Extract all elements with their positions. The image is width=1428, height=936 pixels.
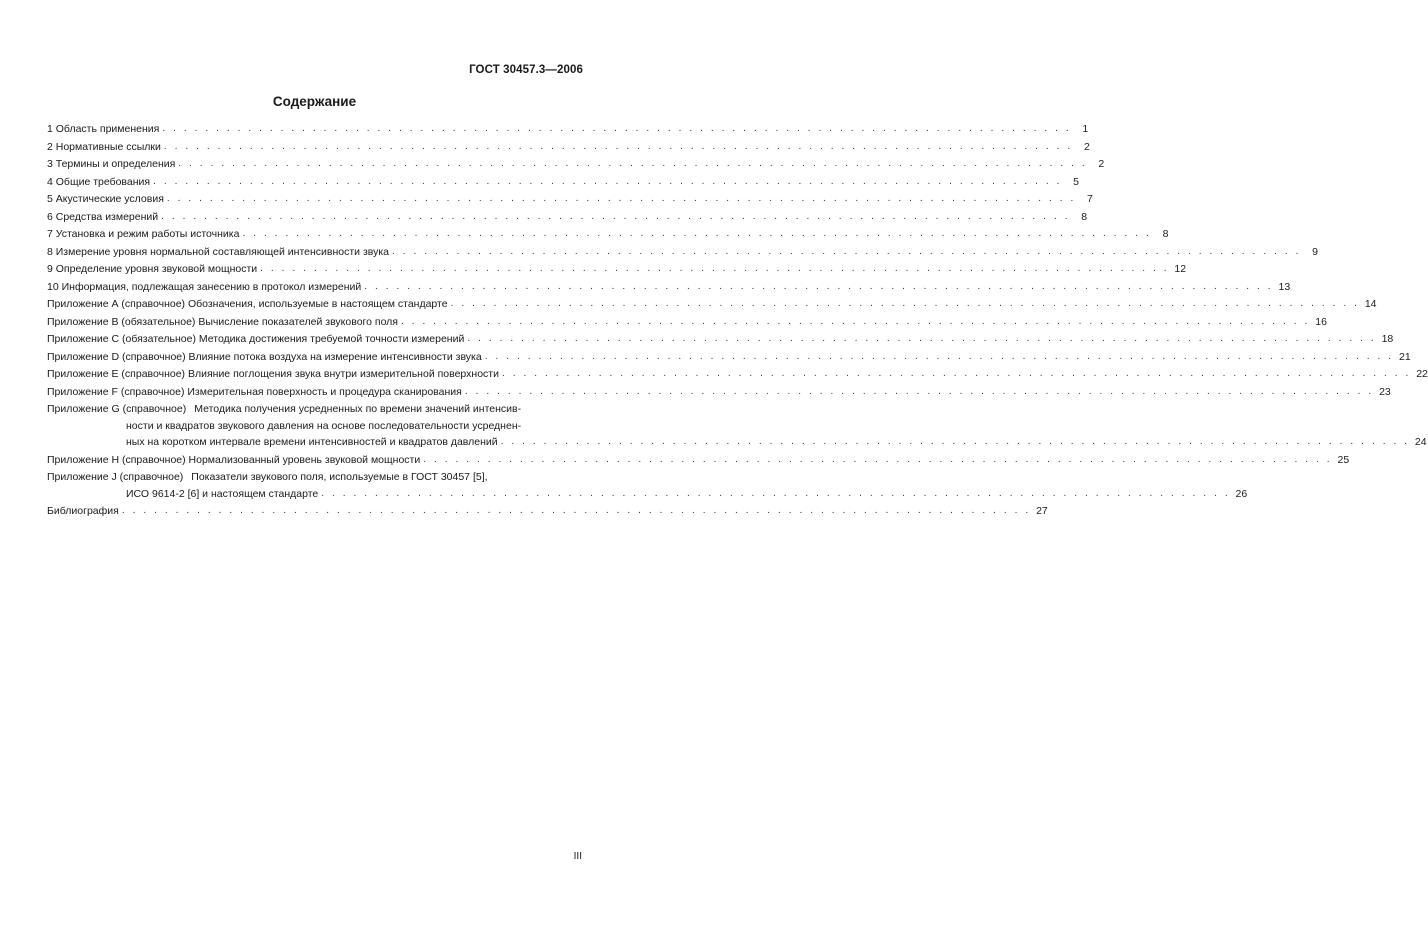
toc-entry[interactable] [47, 349, 1411, 366]
toc-entry-text: 3 Термины и определения [47, 158, 176, 170]
toc-entry-line: Показатели звукового поля, используемые в ГОСТ 30457 [5], [191, 471, 488, 483]
toc-page-number: 25 [1337, 453, 1350, 466]
toc-entry[interactable] [47, 366, 1428, 383]
leader-dots: . . . . . . . . . . . . . . . . . . . . . . . . . . . . . . . . . . . . . . . . . . . . . . . . . . . . . . . . . . . . . . . . . . . . . . . . . . . . . . . . . . . . . [501, 368, 1411, 379]
leader-dots: . . . . . . . . . . . . . . . . . . . . . . . . . . . . . . . . . . . . . . . . . . . . . . . . . . . . . . . . . . . . . . . . . . . . . . . . . . . . . . . . . . . . . [467, 333, 1377, 344]
table-of-contents [47, 121, 1428, 521]
toc-page-number: 8 [1081, 210, 1088, 223]
toc-entry[interactable] [47, 296, 1377, 313]
toc-entry-text: 9 Определение уровня звуковой мощности [47, 263, 258, 275]
toc-page-number: 22 [1416, 368, 1428, 380]
toc-page-number: 9 [1312, 245, 1318, 258]
toc-list [47, 121, 1428, 400]
toc-entry-line: ИСО 9614-2 [6] и настоящем стандарте [126, 487, 319, 500]
toc-entry[interactable] [47, 174, 1080, 191]
toc-page-number: 27 [1036, 505, 1048, 517]
toc-page-number: 14 [1364, 298, 1377, 310]
toc-page-number: 7 [1087, 193, 1093, 205]
leader-dots: . . . . . . . . . . . . . . . . . . . . . . . . . . . . . . . . . . . . . . . . . . . . . . . . . . . . . . . . . . . . . . . . . . . . . . . . . . . . . . . . . . . . . [161, 210, 1071, 222]
toc-page-number: 24 [1414, 436, 1427, 448]
toc-entry-text: 4 Общие требования [47, 175, 151, 188]
toc-entry-text: Приложение А (справочное) Обозначения, используемые в настоящем стандарте [47, 298, 448, 310]
toc-entry[interactable] [47, 244, 1318, 261]
toc-entry-line: ности и квадратов звукового давления на основе последовательности усреднен- [126, 419, 522, 432]
toc-page-number: 16 [1315, 315, 1327, 328]
standard-code: ГОСТ 30457.3—2006 [469, 64, 583, 76]
toc-page-number: 23 [1379, 385, 1391, 398]
toc-entry-text: 7 Установка и режим работы источника [47, 228, 240, 240]
leader-dots: . . . . . . . . . . . . . . . . . . . . . . . . . . . . . . . . . . . . . . . . . . . . . . . . . . . . . . . . . . . . . . . . . . . . . . . . . . . . . . . . . . . . . [423, 453, 1333, 465]
toc-entry-appendix-g[interactable] [47, 401, 583, 418]
leader-dots: . . . . . . . . . . . . . . . . . . . . . . . . . . . . . . . . . . . . . . . . . . . . . . . . . . . . . . . . . . . . . . . . . . . . . . . . . . . . . . . . . . . . . [450, 298, 1360, 309]
leader-dots: . . . . . . . . . . . . . . . . . . . . . . . . . . . . . . . . . . . . . . . . . . . . . . . . . . . . . . . . . . . . . . . . . . . . . . . . . . . . . . . . . . . . . [464, 385, 1374, 397]
leader-dots: . . . . . . . . . . . . . . . . . . . . . . . . . . . . . . . . . . . . . . . . . . . . . . . . . . . . . . . . . . . . . . . . . . . . . . . . . . . . . . . . . . . . . [163, 140, 1073, 152]
toc-entry-line: Методика получения усредненных по времени значений интенсив- [194, 403, 522, 415]
toc-entry-appendix-j[interactable] [47, 469, 583, 486]
leader-dots: . . . . . . . . . . . . . . . . . . . . . . . . . . . . . . . . . . . . . . . . . . . . . . . . . . . . . . . . . . . . . . . . . . . . . . . . . . . . . . . . . . . . . [153, 175, 1063, 187]
toc-entry-text: 1 Область применения [47, 123, 160, 135]
leader-dots: . . . . . . . . . . . . . . . . . . . . . . . . . . . . . . . . . . . . . . . . . . . . . . . . . . . . . . . . . . . . . . . . . . . . . . . . . . . . . . . . . . . . . [392, 245, 1301, 257]
toc-page-number: 12 [1174, 263, 1187, 275]
toc-entry[interactable] [47, 226, 1169, 243]
page-title: Содержание [272, 94, 357, 109]
toc-entry-text: 2 Нормативные ссылки [47, 140, 161, 153]
toc-entry-text: Приложение Е (справочное) Влияние поглощения звука внутри измерительной поверхности [47, 368, 499, 380]
toc-entry-text: Приложение Н (справочное) Нормализованный уровень звуковой мощности [47, 453, 421, 466]
page-number: III [573, 851, 582, 862]
toc-page-number: 8 [1162, 228, 1169, 240]
toc-entry-line: ных на коротком интервале времени интенсивностей и квадратов давлений [126, 436, 498, 448]
toc-entry[interactable] [47, 314, 1327, 331]
toc-entry-text: 8 Измерение уровня нормальной составляющей интенсивности звука [47, 245, 390, 258]
toc-entry[interactable] [47, 261, 1187, 278]
toc-entry-text: Библиография [47, 505, 119, 517]
toc-entry-prefix: Приложение J (справочное) [47, 471, 184, 483]
toc-entry-bibliography[interactable] [47, 503, 1048, 520]
toc-entry[interactable] [47, 331, 1394, 348]
toc-page-number: 21 [1398, 350, 1411, 363]
toc-entry[interactable] [47, 121, 1089, 138]
toc-page-number: 2 [1098, 158, 1105, 170]
toc-entry-text: 6 Средства измерений [47, 210, 159, 223]
toc-entry-text: Приложение С (обязательное) Методика достижения требуемой точности измерений [47, 333, 465, 345]
leader-dots: . . . . . . . . . . . . . . . . . . . . . . . . . . . . . . . . . . . . . . . . . . . . . . . . . . . . . . . . . . . . . . . . . . . . . . . . . . . . . . . . . . . . . [260, 263, 1170, 274]
toc-entry-text: Приложение В (обязательное) Вычисление показателей звукового поля [47, 315, 398, 328]
leader-dots: . . . . . . . . . . . . . . . . . . . . . . . . . . . . . . . . . . . . . . . . . . . . . . . . . . . . . . . . . . . . . . . . . . . . . . . . . . . . . . . . . . . . . [178, 158, 1088, 169]
leader-dots: . . . . . . . . . . . . . . . . . . . . . . . . . . . . . . . . . . . . . . . . . . . . . . . . . . . . . . . . . . . . . . . . . . . . . . . . . . . . . . . . . . . . . [166, 193, 1076, 204]
leader-dots: . . . . . . . . . . . . . . . . . . . . . . . . . . . . . . . . . . . . . . . . . . . . . . . . . . . . . . . . . . . . . . . . . . . . . . . . . . . . . . . . . . . . . [321, 487, 1231, 499]
toc-page-number: 18 [1381, 333, 1394, 345]
leader-dots: . . . . . . . . . . . . . . . . . . . . . . . . . . . . . . . . . . . . . . . . . . . . . . . . . . . . . . . . . . . . . . . . . . . . . . . . . . . . . . . . . . . . . [121, 505, 1031, 516]
leader-dots: . . . . . . . . . . . . . . . . . . . . . . . . . . . . . . . . . . . . . . . . . . . . . . . . . . . . . . . . . . . . . . . . . . . . . . . . . . . . . . . . . . . . . [242, 228, 1152, 239]
leader-dots: . . . . . . . . . . . . . . . . . . . . . . . . . . . . . . . . . . . . . . . . . . . . . . . . . . . . . . . . . . . . . . . . . . . . . . . . . . . . . . . . . . . . . [364, 280, 1274, 292]
toc-entry[interactable] [47, 209, 1088, 226]
toc-entry[interactable] [47, 279, 1291, 296]
toc-entry[interactable] [47, 191, 1093, 208]
toc-page-number: 5 [1073, 175, 1080, 188]
leader-dots: . . . . . . . . . . . . . . . . . . . . . . . . . . . . . . . . . . . . . . . . . . . . . . . . . . . . . . . . . . . . . . . . . . . . . . . . . . . . . . . . . . . . . [401, 315, 1310, 327]
toc-entry[interactable] [47, 156, 1105, 173]
leader-dots: . . . . . . . . . . . . . . . . . . . . . . . . . . . . . . . . . . . . . . . . . . . . . . . . . . . . . . . . . . . . . . . . . . . . . . . . . . . . . . . . . . . . . [500, 436, 1410, 447]
toc-entry-text: 5 Акустические условия [47, 193, 164, 205]
toc-entry-appendix-h[interactable] [47, 452, 1350, 469]
toc-page-number: 1 [1082, 123, 1089, 135]
toc-entry-prefix: Приложение G (справочное) [47, 403, 187, 415]
toc-entry-text: Приложение D (справочное) Влияние потока воздуха на измерение интенсивности звука [47, 350, 482, 363]
toc-page-number: 2 [1083, 140, 1090, 153]
toc-page-number: 13 [1278, 280, 1291, 293]
toc-page-number: 26 [1235, 487, 1248, 500]
toc-entry-text: Приложение F (справочное) Измерительная поверхность и процедура сканирования [47, 385, 462, 398]
toc-entry[interactable] [47, 384, 1391, 401]
leader-dots: . . . . . . . . . . . . . . . . . . . . . . . . . . . . . . . . . . . . . . . . . . . . . . . . . . . . . . . . . . . . . . . . . . . . . . . . . . . . . . . . . . . . . [162, 123, 1072, 134]
leader-dots: . . . . . . . . . . . . . . . . . . . . . . . . . . . . . . . . . . . . . . . . . . . . . . . . . . . . . . . . . . . . . . . . . . . . . . . . . . . . . . . . . . . . . [484, 350, 1394, 362]
toc-entry[interactable] [47, 139, 1090, 156]
toc-entry-text: 10 Информация, подлежащая занесению в протокол измерений [47, 280, 362, 293]
